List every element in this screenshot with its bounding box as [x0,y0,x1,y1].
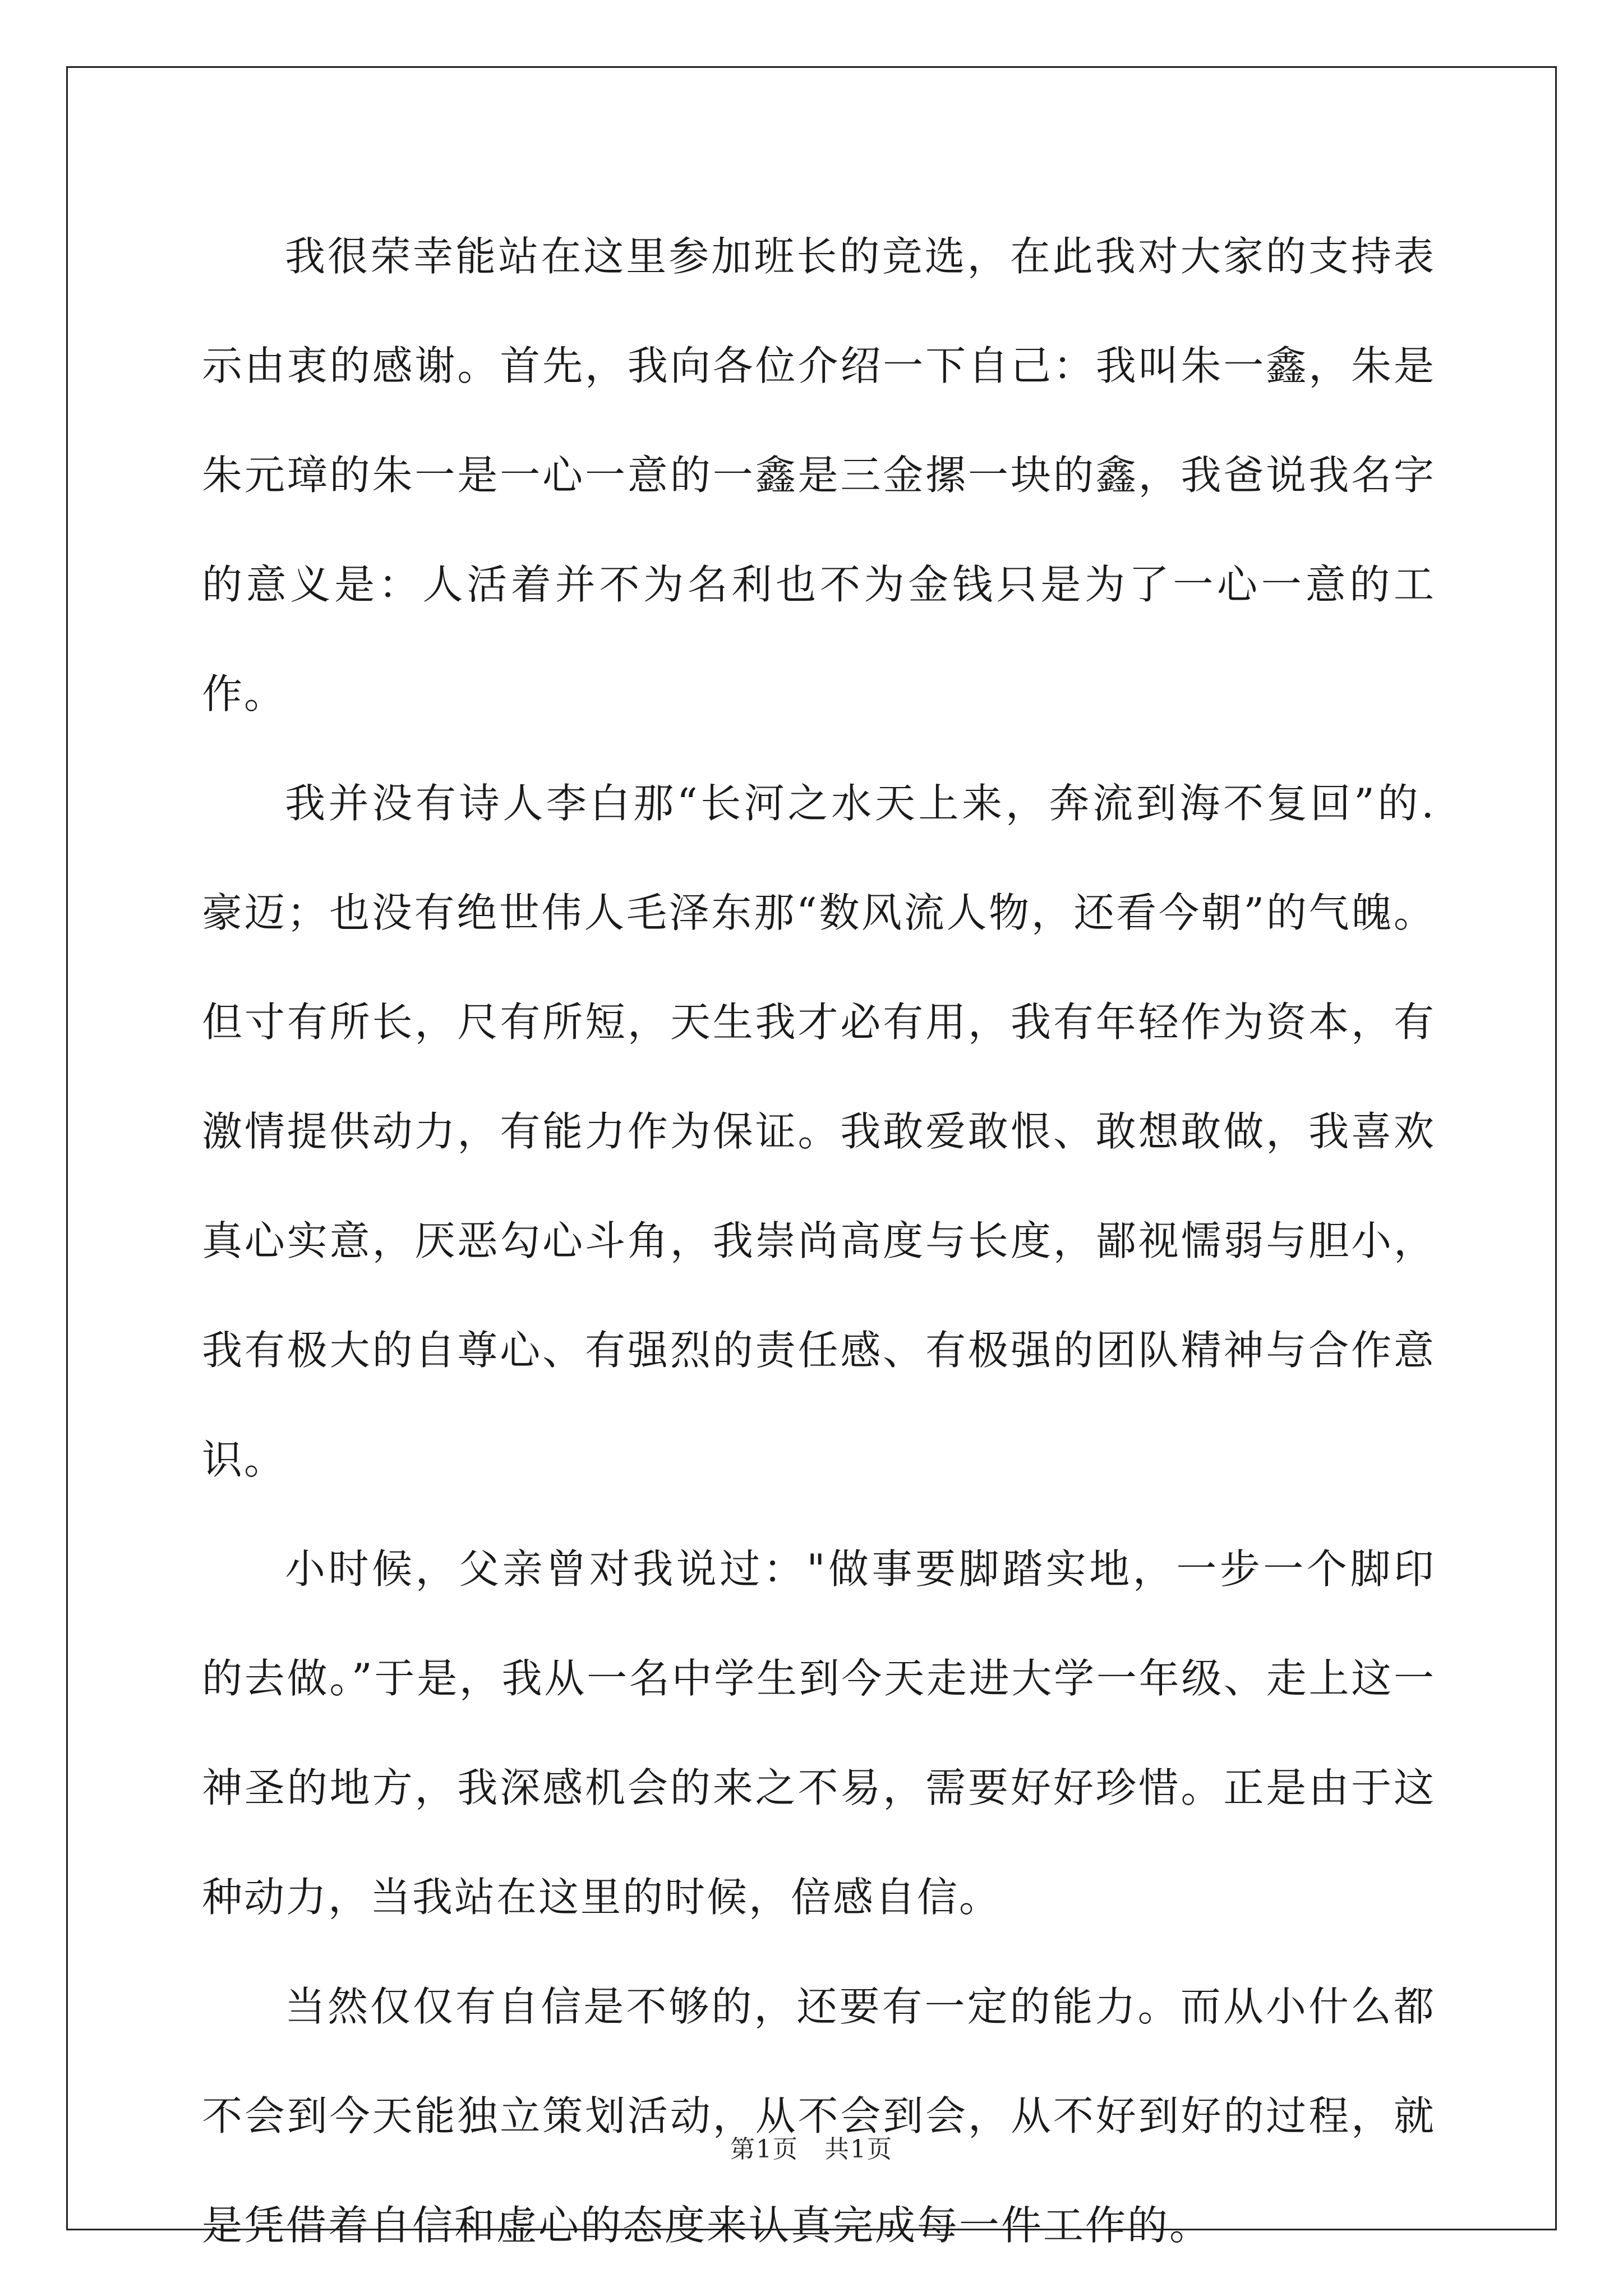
page-footer: 第1页 共1页 [730,2135,893,2164]
document-body [202,202,1436,2280]
paragraph-3: 小时候，父亲曾对我说过："做事要脚踏实地，一步一个脚印的去做。”于是，我从一名中学生到今天走进大学一年级、走上这一神圣的地方，我深感机会的来之不易，需要好好珍惜。正是由于这种动力，当我站在这里的时候，倍感自信。 [202,1545,1436,1921]
paragraph-1: 我很荣幸能站在这里参加班长的竞选，在此我对大家的支持表示由衷的感谢。首先，我向各位介绍一下自己：我叫朱一鑫，朱是朱元璋的朱一是一心一意的一鑫是三金摞一块的鑫，我爸说我名字的意义是：人活着并不为名利也不为金钱只是为了一心一意的工作。 [202,233,1436,717]
paragraph-2: 我并没有诗人李白那“长河之水天上来，奔流到海不复回”的.豪迈；也没有绝世伟人毛泽东那“数风流人物，还看今朝”的气魄。但寸有所长，尺有所短，天生我才必有用，我有年轻作为资本，有激情提供动力，有能力作为保证。我敢爱敢恨、敢想敢做，我喜欢真心实意，厌恶勾心斗角，我崇尚高度与长度，鄙视懦弱与胆小，我有极大的自尊心、有强烈的责任感、有极强的团队精神与合作意识。 [202,780,1436,1483]
paragraph-4: 当然仅仅有自信是不够的，还要有一定的能力。而从小什么都不会到今天能独立策划活动，从不会到会，从不好到好的过程，就是凭借着自信和虚心的态度来认真完成每一件工作的。 [202,1983,1436,2249]
